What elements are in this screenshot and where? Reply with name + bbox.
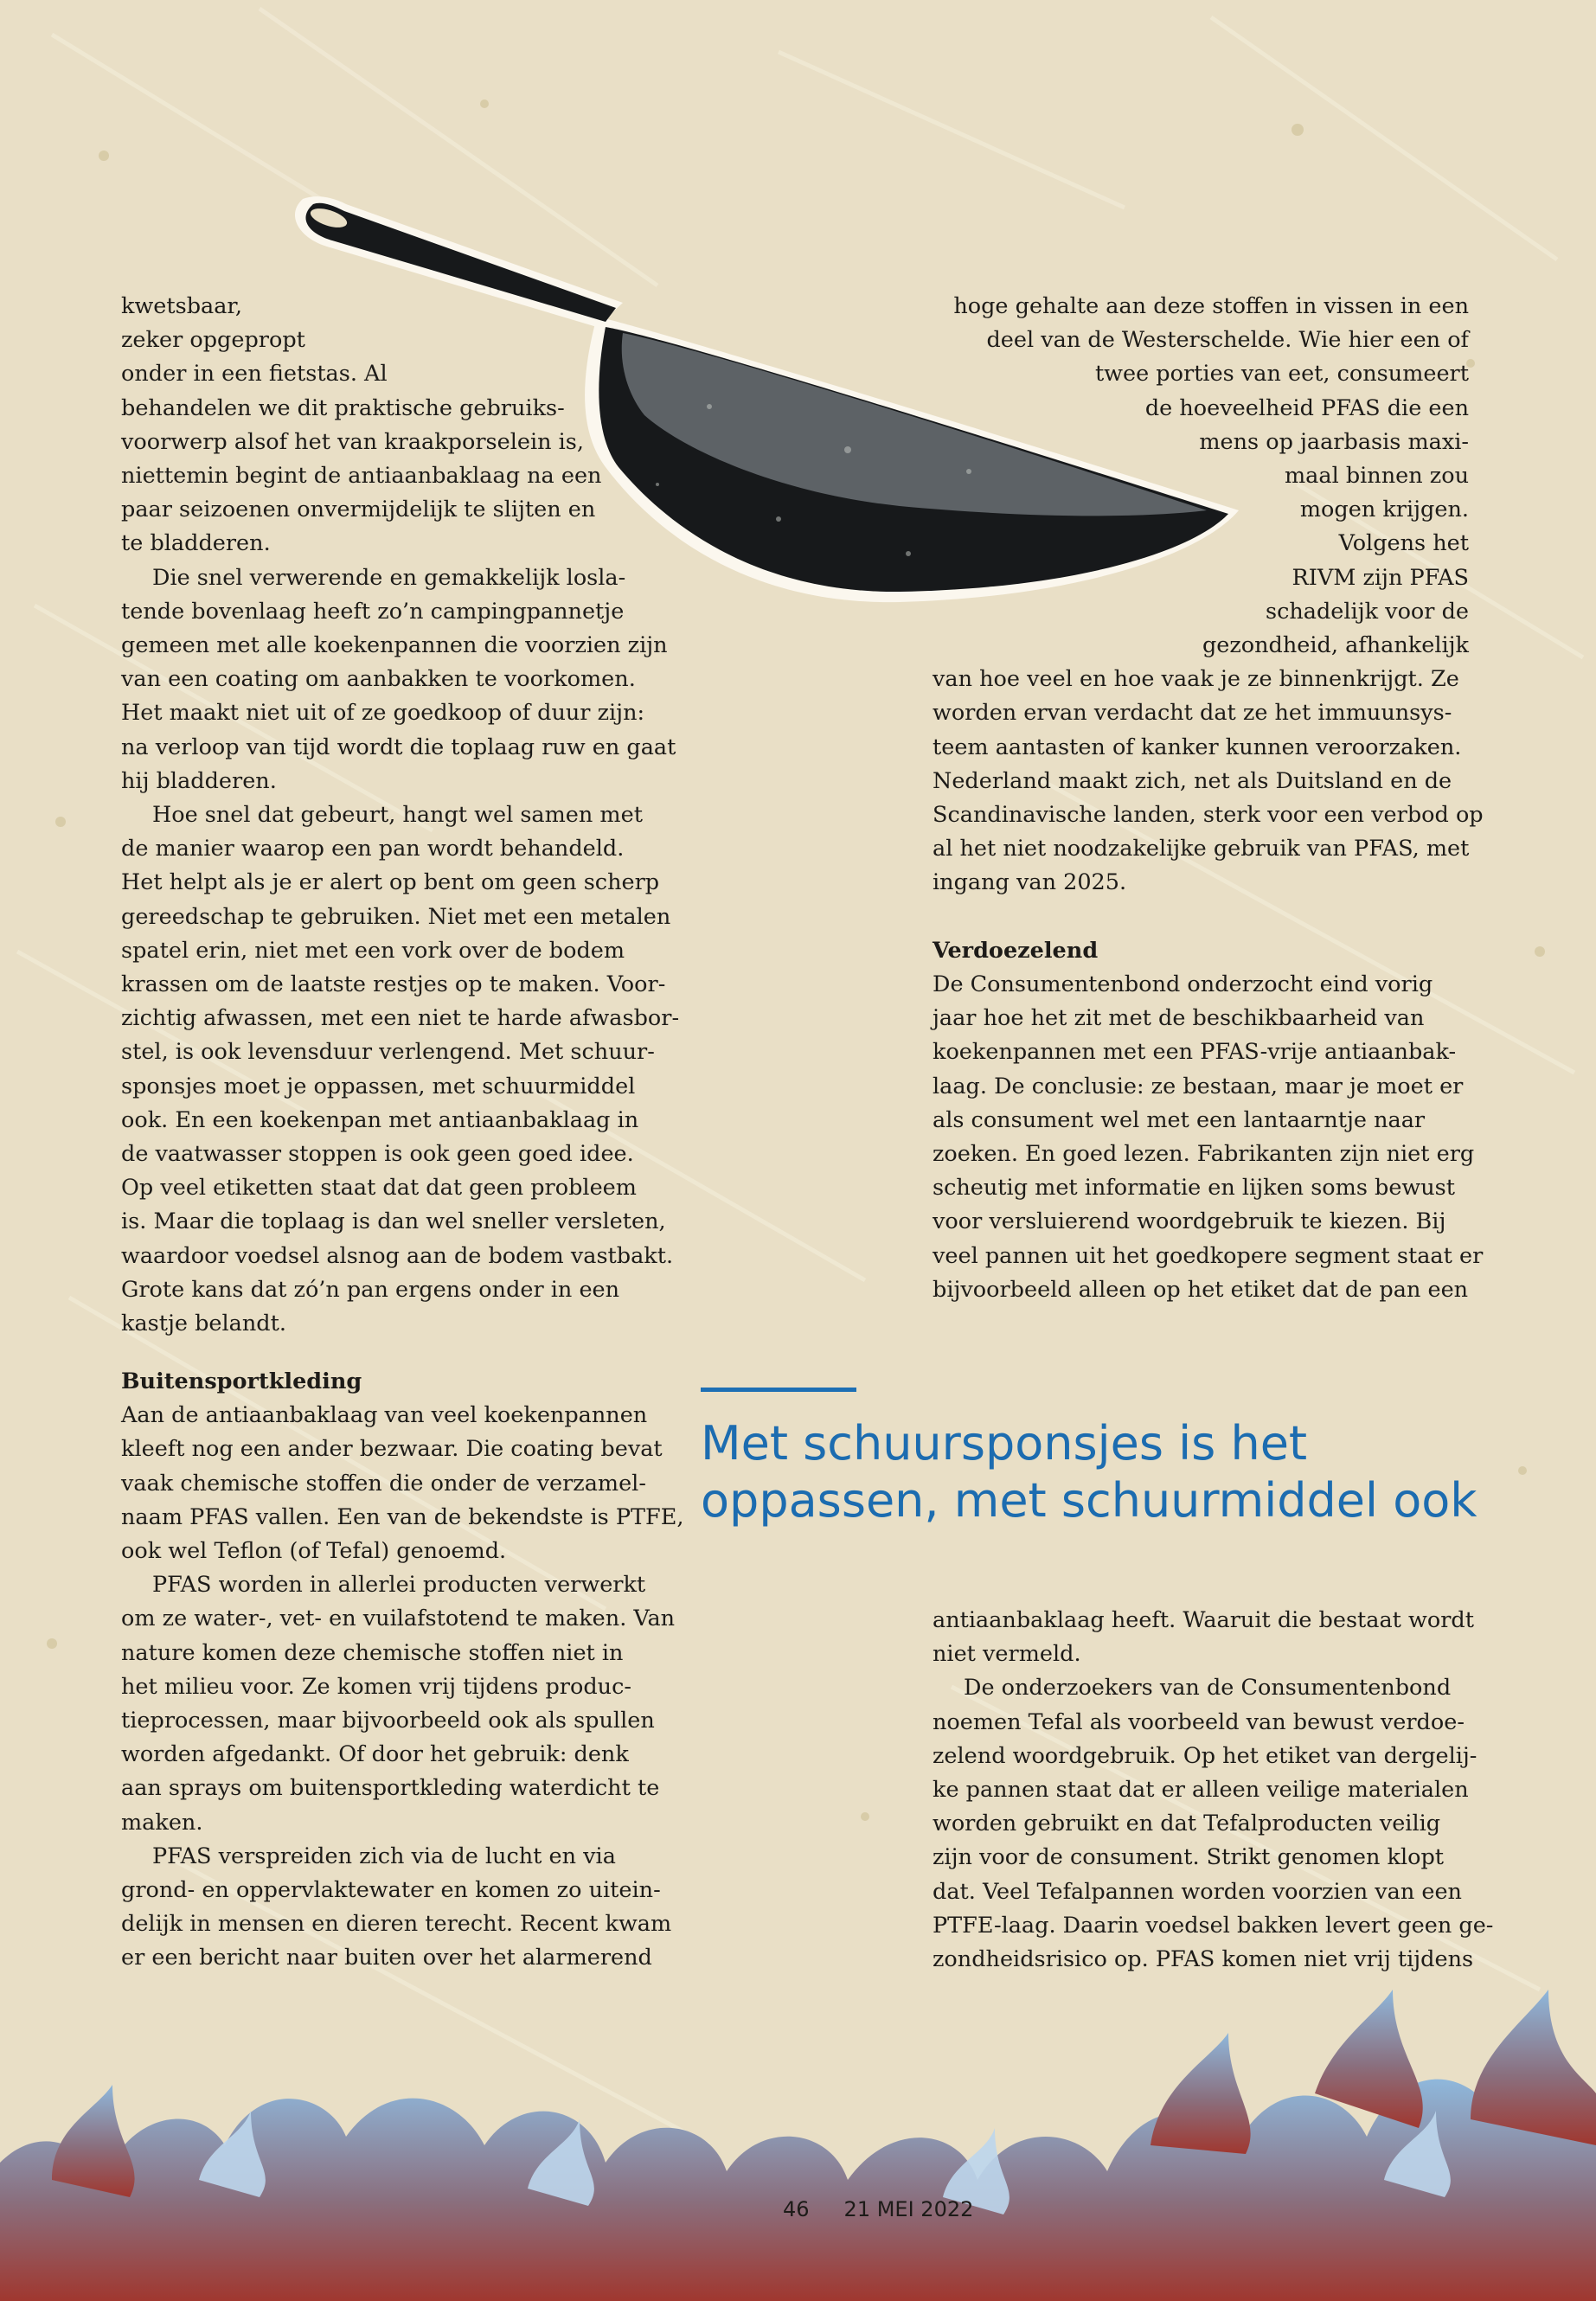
text-line: ke pannen staat dat er alleen veilige materialen: [933, 1777, 1469, 1804]
pull-quote-line: Met schuursponsjes is het: [701, 1416, 1308, 1471]
text-line: zijn voor de consument. Strikt genomen klopt: [933, 1844, 1445, 1871]
text-line: na verloop van tijd wordt die toplaag ruw en gaat: [121, 734, 676, 760]
text-line: paar seizoenen onvermijdelijk te slijten en: [121, 497, 596, 523]
pull-quote-line: oppassen, met schuurmiddel ook: [701, 1473, 1477, 1528]
text-line: Hoe snel dat gebeurt, hangt wel samen met: [152, 802, 643, 829]
text-line: te bladderen.: [121, 530, 271, 557]
column-right-middle-body: [933, 968, 1484, 1307]
text-line: Die snel verwerende en gemakkelijk losla-: [152, 564, 626, 591]
text-line: zondheidsrisico op. PFAS komen niet vrij tijdens: [933, 1946, 1474, 1973]
text-line: Het helpt als je er alert op bent om geen scherp: [121, 869, 660, 896]
column-right-bottom: [933, 1604, 1494, 1977]
text-line: scheutig met informatie en lijken soms bewust: [933, 1175, 1456, 1202]
text-line: Volgens het: [1338, 530, 1469, 557]
text-line: behandelen we dit praktische gebruiks-: [121, 394, 565, 421]
text-line: om ze water-, vet- en vuilafstotend te maken. Van: [121, 1606, 676, 1632]
column-right-top: [933, 290, 1484, 1307]
text-line: het milieu voor. Ze komen vrij tijdens produc-: [121, 1673, 631, 1700]
text-line: jaar hoe het zit met de beschikbaarheid van: [933, 1005, 1425, 1032]
text-line: is. Maar die toplaag is dan wel sneller versleten,: [121, 1208, 666, 1235]
text-line: gemeen met alle koekenpannen die voorzien zijn: [121, 632, 668, 659]
text-line: Scandinavische landen, sterk voor een verbod op: [933, 802, 1484, 829]
text-line: PFAS worden in allerlei producten verwerkt: [152, 1572, 646, 1599]
text-line: van een coating om aanbakken te voorkomen.: [121, 666, 636, 693]
text-line: nature komen deze chemische stoffen niet in: [121, 1639, 624, 1666]
text-line: laag. De conclusie: ze bestaan, maar je moet er: [933, 1073, 1464, 1099]
page-footer: [783, 2197, 973, 2221]
text-line: worden afgedankt. Of door het gebruik: denk: [121, 1741, 629, 1768]
text-line: Grote kans dat zó’n pan ergens onder in een: [121, 1276, 620, 1303]
text-line: maal binnen zou: [1284, 463, 1469, 490]
text-line: worden gebruikt en dat Tefalproducten veilig: [933, 1811, 1441, 1837]
text-line: De Consumentenbond onderzocht eind vorig: [933, 971, 1433, 998]
column-right-top-body: [933, 290, 1484, 901]
text-line: krassen om de laatste restjes op te maken. Voor-: [121, 971, 666, 998]
text-line: ook wel Teflon (of Tefal) genoemd.: [121, 1538, 507, 1565]
text-line: PFAS verspreiden zich via de lucht en via: [152, 1843, 616, 1869]
text-line: aan sprays om buitensportkleding waterdicht te: [121, 1775, 660, 1802]
pull-quote-rule: [701, 1388, 856, 1392]
text-line: ook. En een koekenpan met antiaanbaklaag in: [121, 1106, 639, 1133]
text-line: twee porties van eet, consumeert: [1094, 361, 1469, 388]
text-line: RIVM zijn PFAS: [1292, 564, 1469, 591]
text-line: voor versluierend woordgebruik te kiezen. Bij: [933, 1208, 1446, 1235]
text-line: Het maakt niet uit of ze goedkoop of duur zijn:: [121, 700, 645, 727]
text-line: antiaanbaklaag heeft. Waaruit die bestaat wordt: [933, 1607, 1474, 1633]
page-number: 46: [783, 2197, 810, 2221]
text-line: maken.: [121, 1809, 203, 1836]
text-line: onder in een fietstas. Al: [121, 361, 388, 388]
text-line: kastje belandt.: [121, 1311, 286, 1337]
text-line: kleeft nog een ander bezwaar. Die coating bevat: [121, 1436, 663, 1463]
text-line: schadelijk voor de: [1265, 598, 1469, 625]
text-line: bijvoorbeeld alleen op het etiket dat de pan een: [933, 1276, 1469, 1303]
text-line: delijk in mensen en dieren terecht. Recent kwam: [121, 1911, 672, 1938]
text-line: er een bericht naar buiten over het alarmerend: [121, 1945, 652, 1971]
text-line: Op veel etiketten staat dat dat geen probleem: [121, 1175, 637, 1202]
text-line: tende bovenlaag heeft zo’n campingpannetje: [121, 598, 625, 625]
text-line: voorwerp alsof het van kraakporselein is,: [121, 428, 585, 455]
text-line: kwetsbaar,: [121, 293, 242, 319]
text-line: worden ervan verdacht dat ze het immuunsys-: [933, 700, 1452, 727]
text-line: mens op jaarbasis maxi-: [1199, 428, 1469, 455]
text-line: zelend woordgebruik. Op het etiket van dergelij-: [933, 1742, 1477, 1769]
subheading-buitensportkleding: Buitensportkleding: [121, 1368, 362, 1394]
text-line: van hoe veel en hoe vaak je ze binnenkrijgt. Ze: [933, 666, 1459, 693]
pull-quote: [701, 1415, 1574, 1529]
issue-date: 21 MEI 2022: [843, 2197, 974, 2221]
text-line: de hoeveelheid PFAS die een: [1144, 394, 1469, 421]
text-line: deel van de Westerschelde. Wie hier een of: [986, 327, 1469, 354]
subheading-verdoezelend: Verdoezelend: [933, 937, 1099, 964]
text-line: ingang van 2025.: [933, 869, 1127, 896]
text-line: als consument wel met een lantaarntje naar: [933, 1106, 1426, 1133]
text-line: noemen Tefal als voorbeeld van bewust verdoe-: [933, 1708, 1465, 1735]
text-line: koekenpannen met een PFAS-vrije antiaanbak-: [933, 1039, 1457, 1066]
column-left-top: [121, 290, 680, 1341]
text-line: spatel erin, niet met een vork over de bodem: [121, 937, 625, 964]
text-line: grond- en oppervlaktewater en komen zo uitein-: [121, 1877, 661, 1904]
text-line: teem aantasten of kanker kunnen veroorzaken.: [933, 734, 1462, 760]
text-line: al het niet noodzakelijke gebruik van PFAS, met: [933, 836, 1470, 862]
text-line: De onderzoekers van de Consumentenbond: [964, 1675, 1452, 1702]
text-line: tieprocessen, maar bijvoorbeeld ook als spullen: [121, 1708, 655, 1734]
text-line: Aan de antiaanbaklaag van veel koekenpannen: [121, 1402, 648, 1429]
text-line: zoeken. En goed lezen. Fabrikanten zijn niet erg: [933, 1141, 1475, 1168]
text-line: gezondheid, afhankelijk: [1202, 632, 1469, 659]
text-line: vaak chemische stoffen die onder de verzamel-: [121, 1470, 646, 1497]
text-line: de vaatwasser stoppen is ook geen goed idee.: [121, 1141, 634, 1168]
text-line: naam PFAS vallen. Een van de bekendste is PTFE,: [121, 1503, 684, 1530]
text-line: veel pannen uit het goedkopere segment staat er: [933, 1242, 1484, 1269]
text-line: dat. Veel Tefalpannen worden voorzien van een: [933, 1878, 1462, 1905]
text-line: gereedschap te gebruiken. Niet met een metalen: [121, 903, 671, 930]
text-line: zichtig afwassen, met een niet te harde afwasbor-: [121, 1005, 680, 1032]
text-line: Nederland maakt zich, net als Duitsland en de: [933, 767, 1452, 794]
text-line: zeker opgepropt: [121, 327, 305, 354]
text-line: niettemin begint de antiaanbaklaag na een: [121, 463, 602, 490]
column-left-bottom: [121, 1365, 684, 1976]
text-line: hoge gehalte aan deze stoffen in vissen in een: [953, 293, 1469, 319]
text-line: stel, is ook levensduur verlengend. Met schuur-: [121, 1039, 655, 1066]
text-line: niet vermeld.: [933, 1641, 1081, 1668]
text-line: PTFE-laag. Daarin voedsel bakken levert geen ge-: [933, 1912, 1494, 1939]
text-line: hij bladderen.: [121, 767, 277, 794]
text-line: waardoor voedsel alsnog aan de bodem vastbakt.: [121, 1242, 674, 1269]
column-left-bottom-body: [121, 1399, 684, 1975]
text-line: de manier waarop een pan wordt behandeld.: [121, 836, 625, 862]
text-line: mogen krijgen.: [1299, 497, 1469, 523]
text-line: sponsjes moet je oppassen, met schuurmiddel: [121, 1073, 636, 1099]
